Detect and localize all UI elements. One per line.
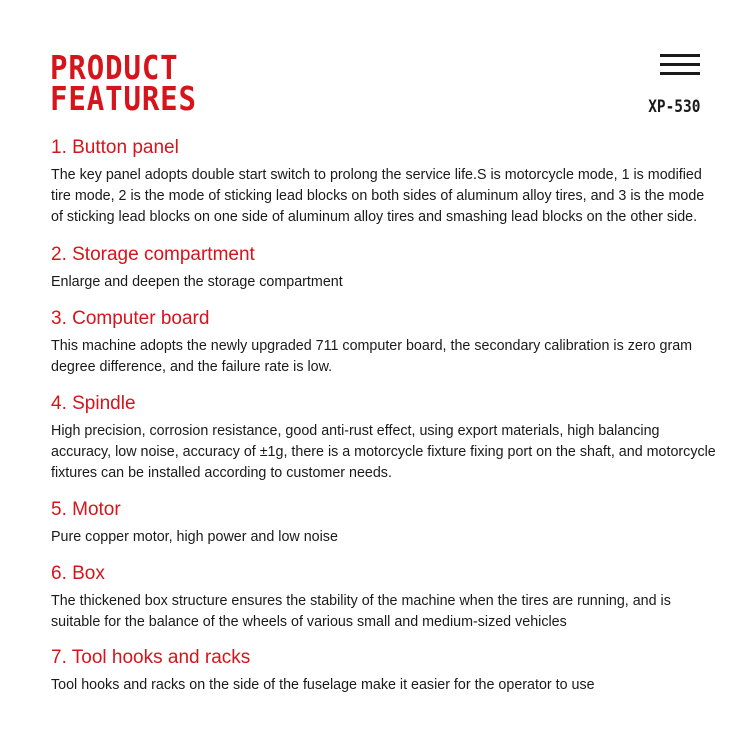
feature-tool-hooks-and-racks bbox=[51, 646, 716, 696]
page-title bbox=[50, 48, 197, 118]
feature-heading: 2. Storage compartment bbox=[51, 244, 255, 265]
feature-heading: 6. Box bbox=[51, 563, 105, 584]
feature-heading: 5. Motor bbox=[51, 499, 121, 520]
feature-box bbox=[51, 562, 716, 633]
feature-heading: 4. Spindle bbox=[51, 393, 136, 414]
feature-list bbox=[51, 136, 716, 696]
page-title-line-2: FEATURES bbox=[50, 79, 197, 118]
feature-description: High precision, corrosion resistance, good anti-rust effect, using export materials, high balancing accuracy, low noise, accuracy of ±1g, there is a motorcycle fixture fixing port on the shaft, and motorcycle fixtures can be installed according to customer needs. bbox=[51, 423, 716, 481]
feature-description: This machine adopts the newly upgraded 711 computer board, the secondary calibration is zero gram degree difference, and the failure rate is low. bbox=[51, 338, 693, 375]
feature-heading: 7. Tool hooks and racks bbox=[51, 647, 251, 668]
feature-storage-compartment bbox=[51, 243, 716, 293]
feature-description: Tool hooks and racks on the side of the fuselage make it easier for the operator to use bbox=[51, 677, 595, 693]
feature-computer-board bbox=[51, 307, 716, 378]
feature-description: Pure copper motor, high power and low noise bbox=[51, 529, 338, 545]
feature-heading: 3. Computer board bbox=[51, 308, 210, 329]
hamburger-menu-icon[interactable] bbox=[660, 54, 700, 76]
feature-description: The thickened box structure ensures the stability of the machine when the tires are running, and is suitable for the balance of the wheels of various small and medium-sized vehicles bbox=[51, 593, 671, 630]
feature-spindle bbox=[51, 392, 716, 484]
feature-heading: 1. Button panel bbox=[51, 137, 179, 158]
feature-motor bbox=[51, 498, 716, 548]
feature-description: The key panel adopts double start switch to prolong the service life.S is motorcycle mode, 1 is modified tire mode, 2 is the mode of sticking lead blocks on both sides of aluminum alloy tires, and 3 is the mode of sticking lead blocks on one side of aluminum alloy tires and smashing lead blocks on the other side. bbox=[51, 167, 705, 225]
feature-description: Enlarge and deepen the storage compartment bbox=[51, 274, 343, 290]
model-number: XP-530 bbox=[647, 97, 700, 117]
feature-button-panel bbox=[51, 136, 716, 228]
page-title-line-1: PRODUCT bbox=[50, 48, 179, 87]
